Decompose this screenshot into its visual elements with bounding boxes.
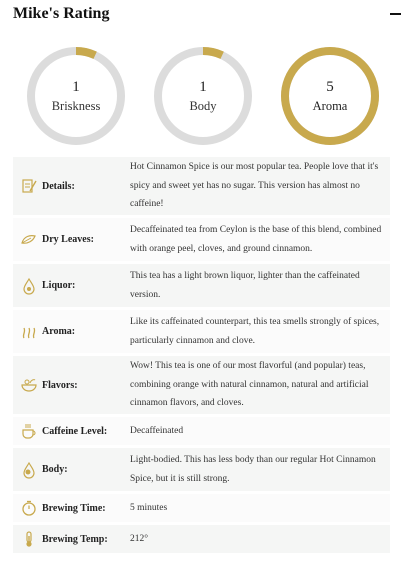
detail-value: 5 minutes	[130, 502, 168, 513]
thermometer-icon	[20, 530, 38, 548]
drop-icon	[20, 277, 38, 295]
detail-label: Liquor:	[42, 280, 76, 291]
aroma-waves-icon	[20, 323, 38, 341]
detail-label: Dry Leaves:	[42, 234, 94, 245]
detail-row-details	[13, 157, 390, 218]
rating-value: 1	[72, 79, 80, 95]
detail-value: 212°	[130, 533, 149, 544]
detail-row-flavors	[13, 356, 390, 417]
leaves-icon	[20, 231, 38, 249]
collapse-button[interactable]	[387, 6, 403, 22]
detail-label: Details:	[42, 180, 75, 192]
detail-label: Flavors:	[42, 379, 78, 391]
detail-label: Brewing Time:	[42, 502, 106, 514]
rating-value: 1	[199, 79, 207, 95]
document-pen-icon	[20, 177, 38, 195]
detail-row-dry-leaves	[13, 218, 390, 264]
detail-row-liquor	[13, 264, 390, 310]
detail-label: Aroma:	[42, 326, 76, 337]
body-drop-icon	[20, 461, 38, 479]
detail-value: Decaffeinated	[130, 425, 184, 436]
minus-icon	[390, 13, 401, 15]
detail-row-brewing-time	[13, 494, 390, 525]
rating-label: Briskness	[51, 99, 101, 113]
detail-row-body	[13, 448, 390, 494]
detail-row-brewing-temp	[13, 525, 390, 556]
detail-value: Like its caffeinated counterpart, this tea smells strongly of spices, particularly cinnamon and clove.	[130, 317, 380, 346]
rating-ring-body	[153, 46, 253, 146]
bowl-icon	[20, 376, 38, 394]
rating-rings	[0, 40, 416, 150]
detail-value: Hot Cinnamon Spice is our most popular tea. People love that it's spicy and sweet yet has no sugar. This version has almost no caffeine!	[130, 162, 379, 210]
detail-label: Body:	[42, 464, 68, 475]
detail-label: Caffeine Level:	[42, 425, 108, 437]
detail-label: Brewing Temp:	[42, 533, 108, 545]
header-title: Mike's Rating	[13, 5, 110, 22]
rating-value: 5	[326, 79, 334, 95]
rating-ring-briskness	[26, 46, 126, 146]
detail-row-aroma	[13, 310, 390, 356]
detail-row-caffeine-level	[13, 417, 390, 448]
rating-label: Body	[189, 99, 217, 113]
rating-label: Aroma	[312, 99, 348, 113]
detail-value: Light-bodied. This has less body than our regular Hot Cinnamon Spice, but it is still strong.	[130, 455, 376, 484]
rating-header	[13, 0, 403, 28]
rating-ring-aroma	[280, 46, 380, 146]
detail-value: Decaffeinated tea from Ceylon is the base of this blend, combined with orange peel, cloves, and ground cinnamon.	[130, 225, 382, 254]
tea-details-table	[13, 157, 390, 556]
detail-value: Wow! This tea is one of our most flavorful (and popular) teas, combining orange with natural cinnamon, natural and artificial cinnamon flavors, and cloves.	[130, 361, 369, 409]
detail-value: This tea has a light brown liquor, lighter than the caffeinated version.	[130, 271, 360, 300]
stopwatch-icon	[20, 499, 38, 517]
coffee-cup-icon	[20, 422, 38, 440]
